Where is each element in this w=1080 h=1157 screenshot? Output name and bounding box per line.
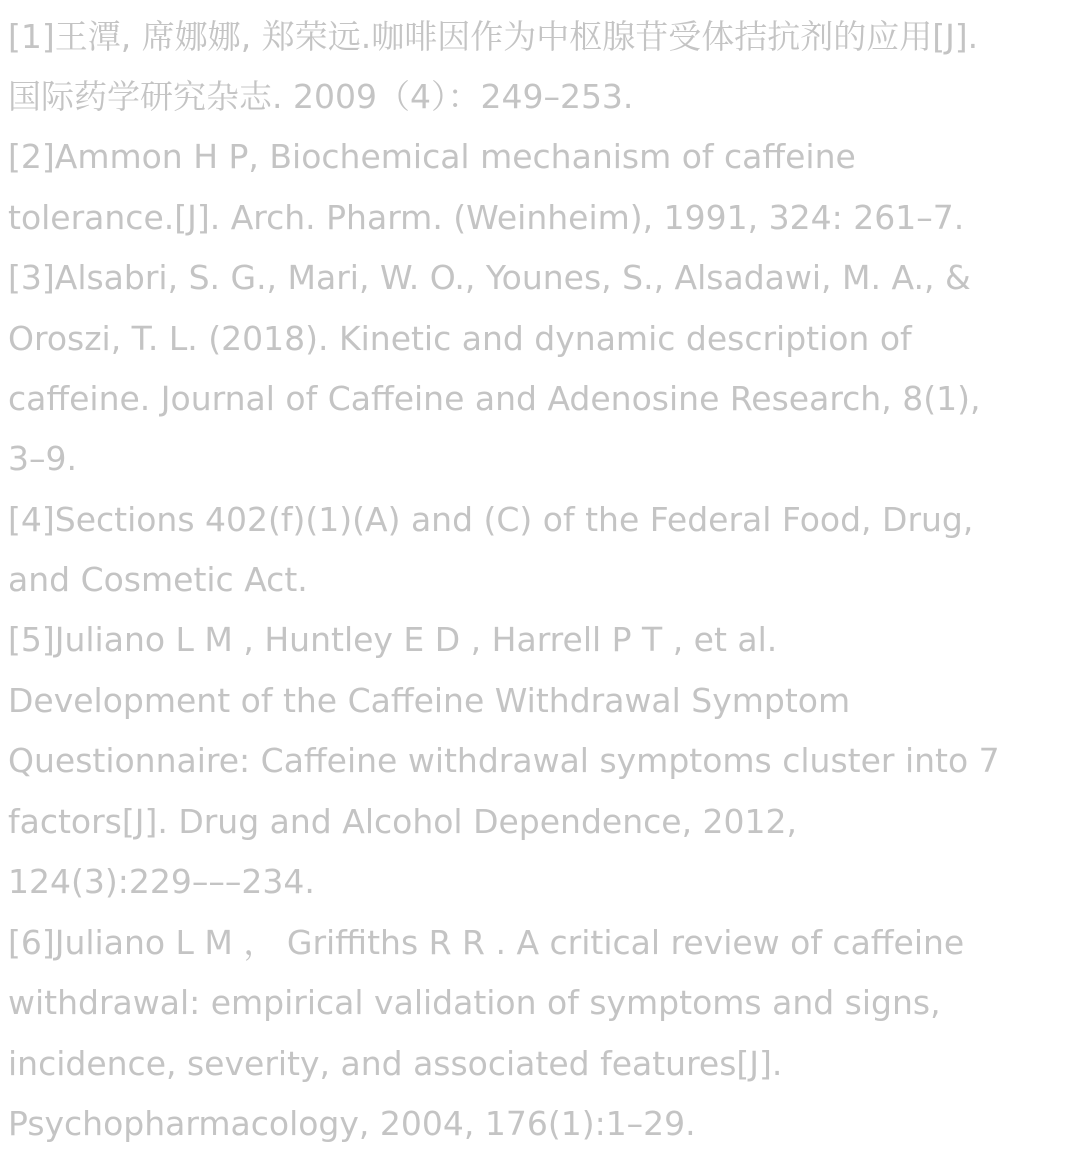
reference-5-line-3: Questionnaire: Caffeine withdrawal symptoms cluster into 7 <box>8 741 1000 780</box>
reference-3-line-4: 3–9. <box>8 439 77 478</box>
reference-5-line-2: Development of the Caffeine Withdrawal Symptom <box>8 681 851 720</box>
reference-1-line-2: 国际药学研究杂志. 2009（4）：249–253. <box>8 77 634 116</box>
reference-2-line-1: [2]Ammon H P, Biochemical mechanism of caffeine <box>8 137 856 176</box>
reference-4-line-1: [4]Sections 402(f)(1)(A) and (C) of the Federal Food, Drug, <box>8 500 974 539</box>
reference-6-line-4: Psychopharmacology, 2004, 176(1):1–29. <box>8 1104 696 1143</box>
reference-6-line-2: withdrawal: empirical validation of symptoms and signs, <box>8 983 941 1022</box>
reference-6-line-3: incidence, severity, and associated features[J]. <box>8 1044 783 1083</box>
reference-3-line-1: [3]Alsabri, S. G., Mari, W. O., Younes, S., Alsadawi, M. A., & <box>8 258 971 297</box>
reference-6-line-1: [6]Juliano L M ， Griffiths R R . A critical review of caffeine <box>8 923 965 962</box>
reference-2-line-2: tolerance.[J]. Arch. Pharm. (Weinheim), 1991, 324: 261–7. <box>8 198 965 237</box>
reference-1-line-1: [1]王潭, 席娜娜, 郑荣远.咖啡因作为中枢腺苷受体拮抗剂的应用[J]. <box>8 17 979 56</box>
reference-4-line-2: and Cosmetic Act. <box>8 560 308 599</box>
reference-3-line-3: caffeine. Journal of Caffeine and Adenosine Research, 8(1), <box>8 379 981 418</box>
reference-5-line-4: factors[J]. Drug and Alcohol Dependence, 2012, <box>8 802 798 841</box>
reference-5-line-5: 124(3):229–––234. <box>8 862 315 901</box>
reference-5-line-1: [5]Juliano L M , Huntley E D , Harrell P T , et al. <box>8 620 778 659</box>
reference-3-line-2: Oroszi, T. L. (2018). Kinetic and dynamic description of <box>8 319 912 358</box>
